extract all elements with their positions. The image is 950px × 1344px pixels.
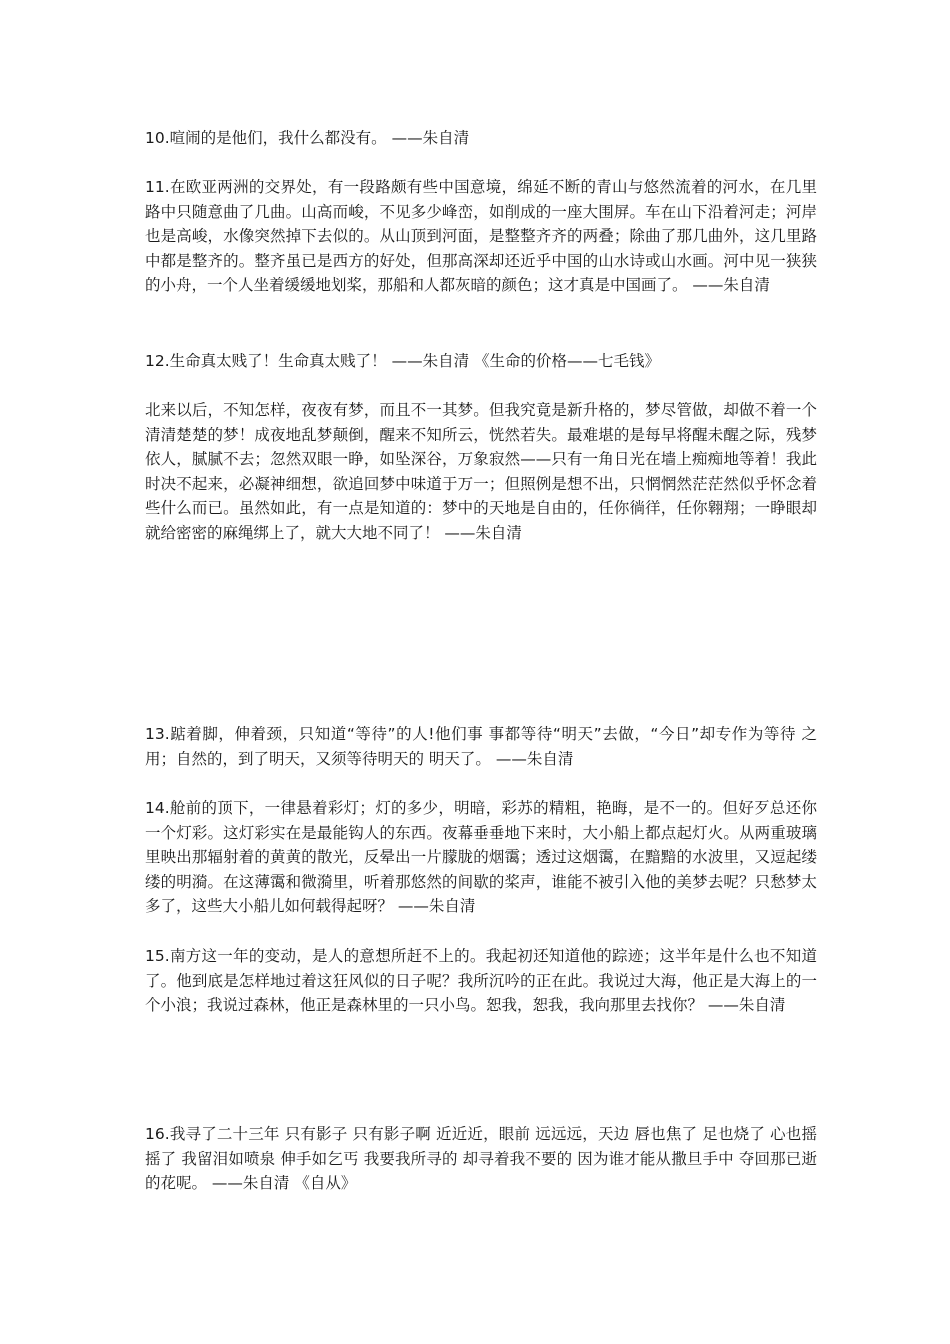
quote-paragraph-10: 10.喧闹的是他们，我什么都没有。 ——朱自清 [145,129,470,147]
quote-paragraph-14: 14.舱前的顶下，一律悬着彩灯；灯的多少，明暗，彩苏的精粗，艳晦，是不一的。但好歹总还你一个灯彩。这灯彩实在是最能钩人的东西。夜幕垂垂地下来时，大小船上都点起灯火。从两重玻璃里映出那辐射着的黄黄的散光，反晕出一片朦胧的烟霭；透过这烟霭，在黯黯的水波里，又逗起缕缕的明漪。在这薄霭和微漪里，听着那悠然的间歇的桨声，谁能不被引入他的美梦去呢？只愁梦太多了，这些大小船儿如何载得起呀？ ——朱自清 [145,799,817,916]
quote-paragraph-12: 12.生命真太贱了！生命真太贱了！ ——朱自清 《生命的价格——七毛钱》 [145,352,661,370]
quote-paragraph-15: 15.南方这一年的变动，是人的意想所赶不上的。我起初还知道他的踪迹；这半年是什么也不知道了。他到底是怎样地过着这狂风似的日子呢？我所沉吟的正在此。我说过大海，他正是大海上的一个小浪；我说过森林，他正是森林里的一只小鸟。恕我，恕我，我向那里去找你？ ——朱自清 [145,947,817,1015]
prose-paragraph-dream: 北来以后，不知怎样，夜夜有梦，而且不一其梦。但我究竟是新升格的，梦尽管做，却做不着一个清清楚楚的梦！成夜地乱梦颠倒，醒来不知所云，恍然若失。最难堪的是每早将醒未醒之际，残梦依人，腻腻不去；忽然双眼一睁，如坠深谷，万象寂然——只有一角日光在墙上痴痴地等着！我此时决不起来，必凝神细想，欲追回梦中味道于万一；但照例是想不出，只惘惘然茫茫然似乎怀念着些什么而已。虽然如此，有一点是知道的：梦中的天地是自由的，任你徜徉，任你翱翔；一睁眼却就给密密的麻绳绑上了，就大大地不同了！ ——朱自清 [145,401,817,542]
quote-paragraph-13: 13.踮着脚，伸着颈，只知道“等待”的人!他们事 事都等待“明天”去做，“今日”却专作为等待 之用；自然的，到了明天，又须等待明天的 明天了。 ——朱自清 [145,725,817,768]
quote-paragraph-11: 11.在欧亚两洲的交界处，有一段路颇有些中国意境，绵延不断的青山与悠然流着的河水，在几里路中只随意曲了几曲。山高而峻，不见多少峰峦，如削成的一座大围屏。车在山下沿着河走；河岸也是高峻，水像突然掉下去似的。从山顶到河面，是整整齐齐的两叠；除曲了那几曲外，这几里路中都是整齐的。整齐虽已是西方的好处，但那高深却还近乎中国的山水诗或山水画。河中见一狭狭的小舟，一个人坐着缓缓地划桨，那船和人都灰暗的颜色；这才真是中国画了。 ——朱自清 [145,178,817,295]
quote-paragraph-16: 16.我寻了二十三年 只有影子 只有影子啊 近近近，眼前 远远远，天边 唇也焦了 足也烧了 心也摇摇了 我留泪如喷泉 伸手如乞丐 我要我所寻的 却寻着我不要的 因为谁才能从撒旦手中 夺回那已逝的花呢。 ——朱自清 《自从》 [145,1125,817,1193]
